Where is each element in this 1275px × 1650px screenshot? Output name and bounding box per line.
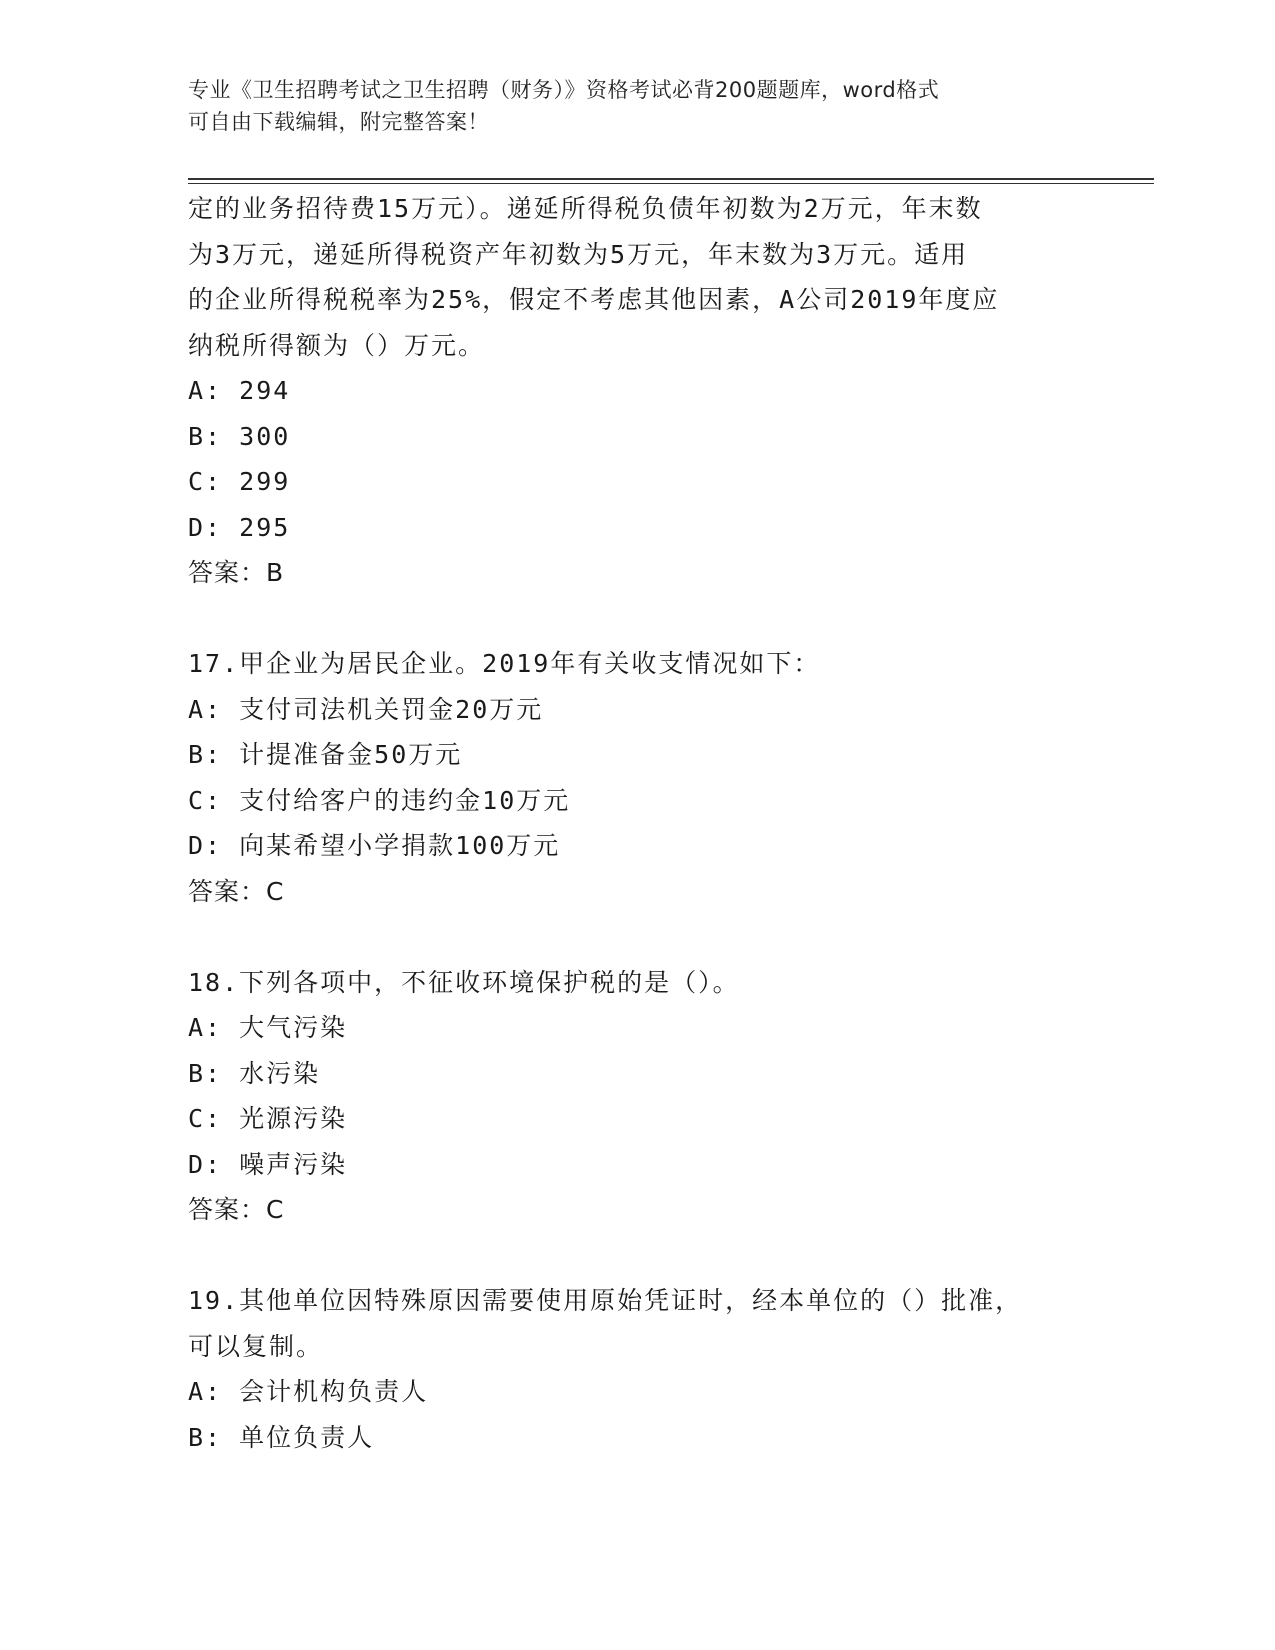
option-b: B: 单位负责人 <box>188 1422 375 1452</box>
option-d: D: 向某希望小学捐款100万元 <box>188 831 561 860</box>
option-c: C: 支付给客户的违约金10万元 <box>188 785 571 815</box>
answer-label: 答案：C <box>188 1195 285 1224</box>
option-c: C: 299 <box>188 467 291 496</box>
document-header <box>188 74 1088 138</box>
answer-label: 答案：B <box>188 558 285 587</box>
question-spacer <box>188 596 1088 642</box>
option-c: C: 光源污染 <box>188 1104 348 1133</box>
header-rule-thick <box>188 178 1154 180</box>
question-text-line: 定的业务招待费15万元）。递延所得税负债年初数为2万元，年末数 <box>188 194 983 223</box>
question-text-line: 为3万元，递延所得税资产年初数为5万元，年末数为3万元。适用 <box>188 239 969 269</box>
option-a: A: 294 <box>188 376 291 405</box>
question-spacer <box>188 1233 1088 1279</box>
option-b: B: 300 <box>188 421 291 451</box>
option-b: B: 水污染 <box>188 1058 321 1088</box>
option-a: A: 会计机构负责人 <box>188 1377 429 1406</box>
question-text-line: 可以复制。 <box>188 1331 324 1361</box>
question-text-line: 19.其他单位因特殊原因需要使用原始凭证时，经本单位的（）批准， <box>188 1286 1023 1315</box>
header-title-line-1: 专业《卫生招聘考试之卫生招聘（财务）》资格考试必背200题题库，word格式 <box>188 78 940 102</box>
question-17 <box>188 641 1088 914</box>
question-spacer <box>188 914 1088 960</box>
option-d: D: 噪声污染 <box>188 1149 348 1179</box>
question-text-line: 的企业所得税税率为25%，假定不考虑其他因素，A公司2019年度应 <box>188 285 1000 314</box>
question-19 <box>188 1278 1088 1460</box>
option-b: B: 计提准备金50万元 <box>188 740 463 769</box>
header-rule-thin <box>188 183 1154 184</box>
question-content <box>188 186 1088 1460</box>
question-16-continued <box>188 186 1088 596</box>
answer-label: 答案：C <box>188 876 285 906</box>
option-a: A: 大气污染 <box>188 1013 348 1042</box>
question-text-line: 纳税所得额为（）万元。 <box>188 330 486 360</box>
question-18 <box>188 960 1088 1233</box>
option-d: D: 295 <box>188 512 291 542</box>
question-text-line: 18.下列各项中，不征收环境保护税的是（）。 <box>188 967 740 997</box>
question-text-line: 17.甲企业为居民企业。2019年有关收支情况如下： <box>188 649 821 678</box>
header-title-line-2: 可自由下载编辑，附完整答案！ <box>188 110 489 134</box>
option-a: A: 支付司法机关罚金20万元 <box>188 694 544 724</box>
